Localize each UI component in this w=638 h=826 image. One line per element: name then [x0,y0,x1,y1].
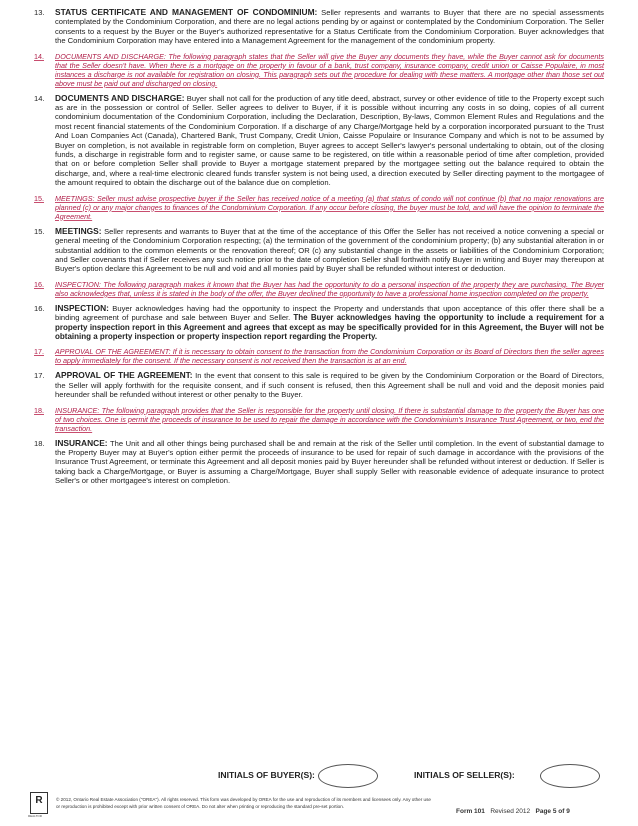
note-text: DOCUMENTS AND DISCHARGE: The following paragraph states that the Seller will give the Buyer any documents they have, while the Buyer cannot ask for documents that the Seller doesn't have. When there is a mortgage on the property in favour of a bank, trust company, insurance company, credit union or Caisse Populaire, in most instances a discharge is not available for registration on closing. This paragraph sets out the procedure for dealing with these matters. A mortgage other than those set out above must be paid out and discharged on closing. [55,51,604,88]
clause-title: DOCUMENTS AND DISCHARGE: [55,92,185,103]
note-17 [34,347,604,365]
clause-text: Buyer shall not call for the production of any title deed, abstract, survey or other evidence of title to the Property except such as are in the possession or control of Seller. Seller agrees to deliver to Buyer, if it is possible without incurring any costs in so doing, copies of all current condominium documentation of the Condominium Corporation, including the Declaration, Description, By-laws, Common Element Rules and Regulations and the most recent financial statements of the Condominium Corporation. If a discharge of any Charge/Mortgage held by a corporation incorporated pursuant to the Trust And Loan Companies Act (Canada), Chartered Bank, Trust Company, Credit Union, Caisse Populaire or Insurance Company and which is not to be assumed by Buyer on completion, is not available in registrable form on completion, Buyer agrees to accept Seller's lawyer's personal undertaking to obtain, out of the closing funds, a discharge in registrable form and to register same, or cause same to be registered, on title within a reasonable period of time after completion, provided that on or before completion Seller shall provide to Buyer a mortgage statement prepared by the mortgagee setting out the balance required to obtain the discharge, and, where a real-time electronic cleared funds transfer system is not being used, a direction executed by Seller directing payment to the mortgagee of the amount required to obtain the discharge out of the balance due on completion. [55,93,604,188]
note-15 [34,194,604,221]
clause-number: 16. [34,303,45,313]
clause-15 [34,227,604,274]
note-14 [34,52,604,88]
note-text: MEETINGS: Seller must advise prospective buyer if the Seller has received notice of a meeting (a) that status of condo will not continue (b) that no major renovations are planned (c) or any major changes to finances of the Condominium Corporation. If any occur before closing, the buyer must be told, and will have the opinion to terminate the Agreement. [55,193,604,221]
clause-title: INSPECTION: [55,302,109,313]
note-number: 17. [34,347,44,357]
clause-16 [34,304,604,342]
clause-number: 14. [34,93,45,103]
copyright-notice: © 2012, Ontario Real Estate Association ("OREA"). All rights reserved. This form was developed by OREA for the use and reproduction of its members and licensees only. Any other use or reproduction is prohibited except with prior written consent of OREA. Do not alter when printing or reproducing the standard pre-set portion. [56,797,431,809]
note-number: 15. [34,193,44,203]
realtor-logo-caption: REALTOR [28,814,42,818]
clause-number: 17. [34,371,45,381]
seller-initials-field[interactable] [540,764,600,788]
agreement-page [34,8,604,492]
clause-18 [34,439,604,486]
form-number: Form 101 [456,808,485,815]
seller-initials-label: INITIALS OF SELLER(S): [414,770,515,780]
clause-title: APPROVAL OF THE AGREEMENT: [55,370,193,381]
clause-text: Seller represents and warrants to Buyer that at the time of the acceptance of this Offer the Seller has not received a notice convening a special or general meeting of the Condominium Corporation respecting; (a) the termination of the government of the condominium property; (b) any substantial alteration in or substantial addition to the common elements or the renovation thereof; OR (c) any substantial change in the assets or liabilities of the Condominium Corporation; and Seller covenants that if Seller receives any such notice prior to the date of completion Seller shall forthwith notify Buyer in writing and Buyer may thereupon at Buyer's option declare this Agreement to be null and void and all monies paid by Buyer shall be refunded without interest or deduction. [55,226,604,274]
note-number: 18. [34,405,44,415]
realtor-logo-icon: R [30,792,48,814]
clause-number: 18. [34,438,45,448]
note-18 [34,406,604,433]
clause-text: In the event that consent to this sale is required to be given by the Condominium Corporation or the Board of Directors, the Seller will apply forthwith for the requisite consent, and if such consent is refused, then this Agreement shall be null and void and the deposit monies paid hereunder shall be refunded without interest or other penalty to the Buyer. [55,371,604,400]
clause-title: MEETINGS: [55,225,102,236]
clause-17 [34,371,604,399]
clause-title: INSURANCE: [55,437,108,448]
buyer-initials-label: INITIALS OF BUYER(S): [218,770,315,780]
form-identifier [456,808,570,815]
note-number: 14. [34,51,44,61]
note-text: APPROVAL OF THE AGREEMENT: If it is necessary to obtain consent to the transaction from the Condominium Corporation or its Board of Directors then the seller agrees to apply immediately for the consent. If the necessary consent is not received then the transaction is at an end. [55,347,604,366]
clause-bold-text: The Buyer acknowledges having the opportunity to include a requirement for a property inspection report in this Agreement and agrees that except as may be specifically provided for in this Agreement, the Buyer will not be obtaining a property inspection or property inspection report regarding the Property. [55,313,604,341]
clause-number: 13. [34,8,45,17]
note-number: 16. [34,279,44,289]
form-revision: Revised 2012 [490,808,531,815]
page-number: Page 5 of 9 [535,808,570,815]
clause-number: 15. [34,226,45,236]
clause-title: STATUS CERTIFICATE AND MANAGEMENT OF CONDOMINIUM: [55,7,318,17]
note-text: INSPECTION: The following paragraph makes it known that the Buyer has had the opportunity to do a personal inspection of the property they are purchasing. The Buyer also acknowledges that, unless it is stated in the body of the offer, the Buyer declined the opportunity to have a professional home inspection completed on the property. [55,279,604,298]
note-16 [34,280,604,298]
clause-13 [34,8,604,46]
buyer-initials-field[interactable] [318,764,378,788]
clause-14 [34,94,604,188]
clause-text: Buyer acknowledges having had the opportunity to inspect the Property and understands that upon acceptance of this offer there shall be a binding agreement of purchase and sale between Buyer and Seller. [55,303,604,323]
clause-text: The Unit and all other things being purchased shall be and remain at the risk of the Seller until completion. In the event of substantial damage to the Property Buyer may at Buyer's option either permit the proceeds of insurance to be used for repair of such damage in accordance with the provisions of the Insurance Trust Agreement, or terminate this Agreement and all deposit monies paid by Buyer hereunder shall be refunded without interest or deduction. If Seller is taking back a Charge/Mortgage, or Buyer is assuming a Charge/Mortgage, Buyer shall supply Seller with reasonable evidence of adequate insurance to protect Seller's or other mortgagee's interest on completion. [55,438,604,486]
page-footer [0,764,638,826]
note-text: INSURANCE: The following paragraph provides that the Seller is responsible for the property until closing. If there is substantial damage to the property the Buyer has one of two choices. One is permit the proceeds of insurance to be used to repair the damage in accordance with the Condominium's Insurance Trust Agreement, or two, end the transaction. [55,405,604,433]
clause-text: Seller represents and warrants to Buyer that there are no special assessments contemplated by the Condominium Corporation, and there are no legal actions pending by or against or contemplated by the Condominium Corporation. The Seller consents to a request by the Buyer or the Buyer's authorized representative for a Status Certificate from the Condominium Corporation. Buyer acknowledges that the Condominium Corporation may have entered into a Management Agreement for the management of the condominium property. [55,8,604,46]
